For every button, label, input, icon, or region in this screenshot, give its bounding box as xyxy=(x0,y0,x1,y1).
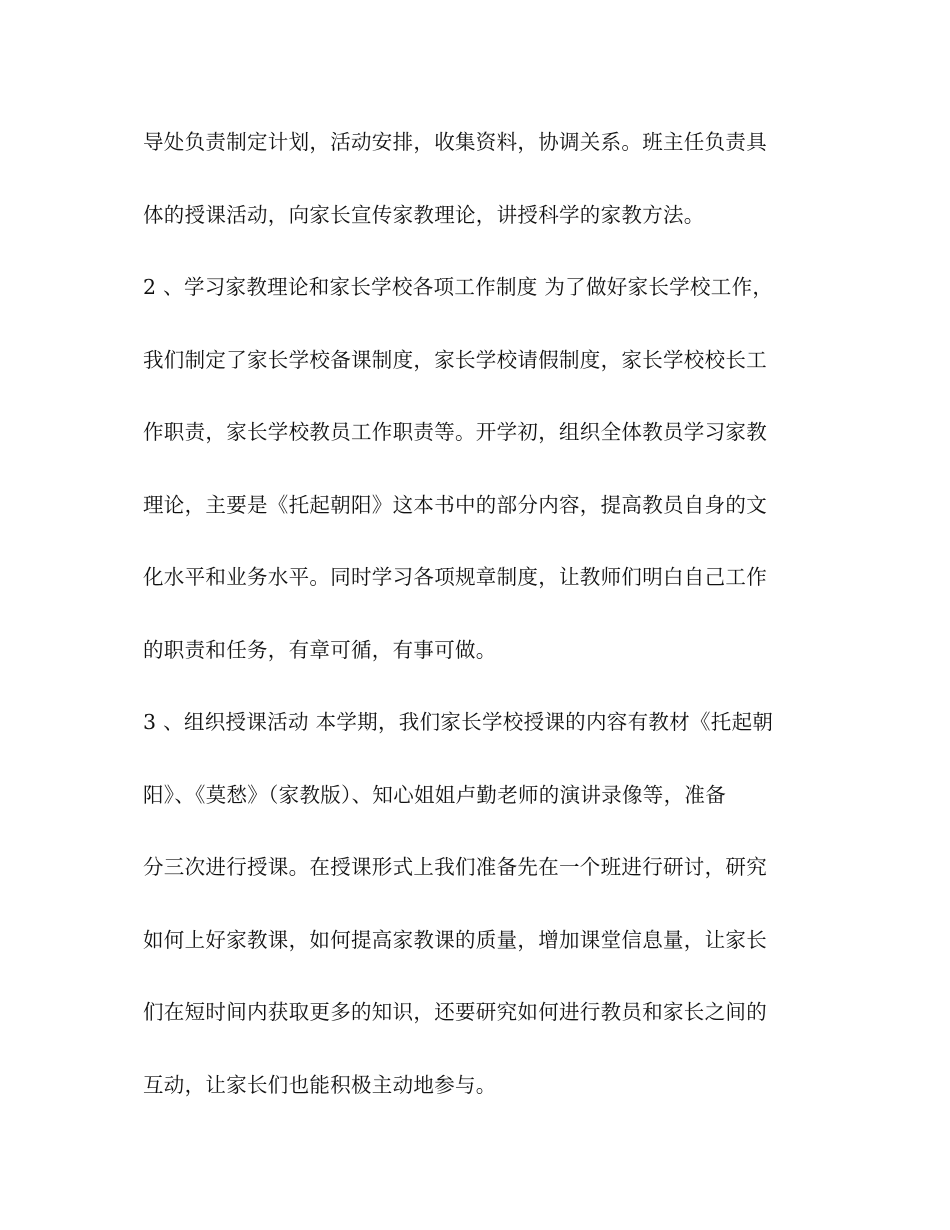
text-line: 们在短时间内获取更多的知识，还要研究如何进行教员和家长之间的 xyxy=(143,1000,767,1024)
text-line: 导处负责制定计划，活动安排，收集资料，协调关系。班主任负责具 xyxy=(143,130,767,154)
text-line: 分三次进行授课。在授课形式上我们准备先在一个班进行研讨，研究 xyxy=(143,855,767,879)
text-line: 阳》、《莫愁》（家教版）、知心姐姐卢勤老师的演讲录像等，准备 xyxy=(143,782,726,807)
text-line: 的职责和任务，有章可循，有事可做。 xyxy=(143,637,497,662)
document-body xyxy=(143,120,823,1135)
text-line: 2 、学习家教理论和家长学校各项工作制度 为了做好家长学校工作， xyxy=(143,275,774,299)
text-line: 互动，让家长们也能积极主动地参与。 xyxy=(143,1072,497,1097)
text-line: 作职责，家长学校教员工作职责等。开学初，组织全体教员学习家教 xyxy=(143,420,767,444)
text-line: 如何上好家教课，如何提高家教课的质量，增加课堂信息量，让家长 xyxy=(143,927,767,952)
text-line: 体的授课活动，向家长宣传家教理论，讲授科学的家教方法。 xyxy=(143,202,705,227)
text-line: 化水平和业务水平。同时学习各项规章制度，让教师们明白自己工作 xyxy=(143,565,767,589)
text-line: 理论，主要是《托起朝阳》这本书中的部分内容，提高教员自身的文 xyxy=(143,492,767,517)
text-line: 3 、组织授课活动 本学期，我们家长学校授课的内容有教材《托起朝 xyxy=(143,710,774,734)
text-line: 我们制定了家长学校备课制度，家长学校请假制度，家长学校校长工 xyxy=(143,347,767,372)
